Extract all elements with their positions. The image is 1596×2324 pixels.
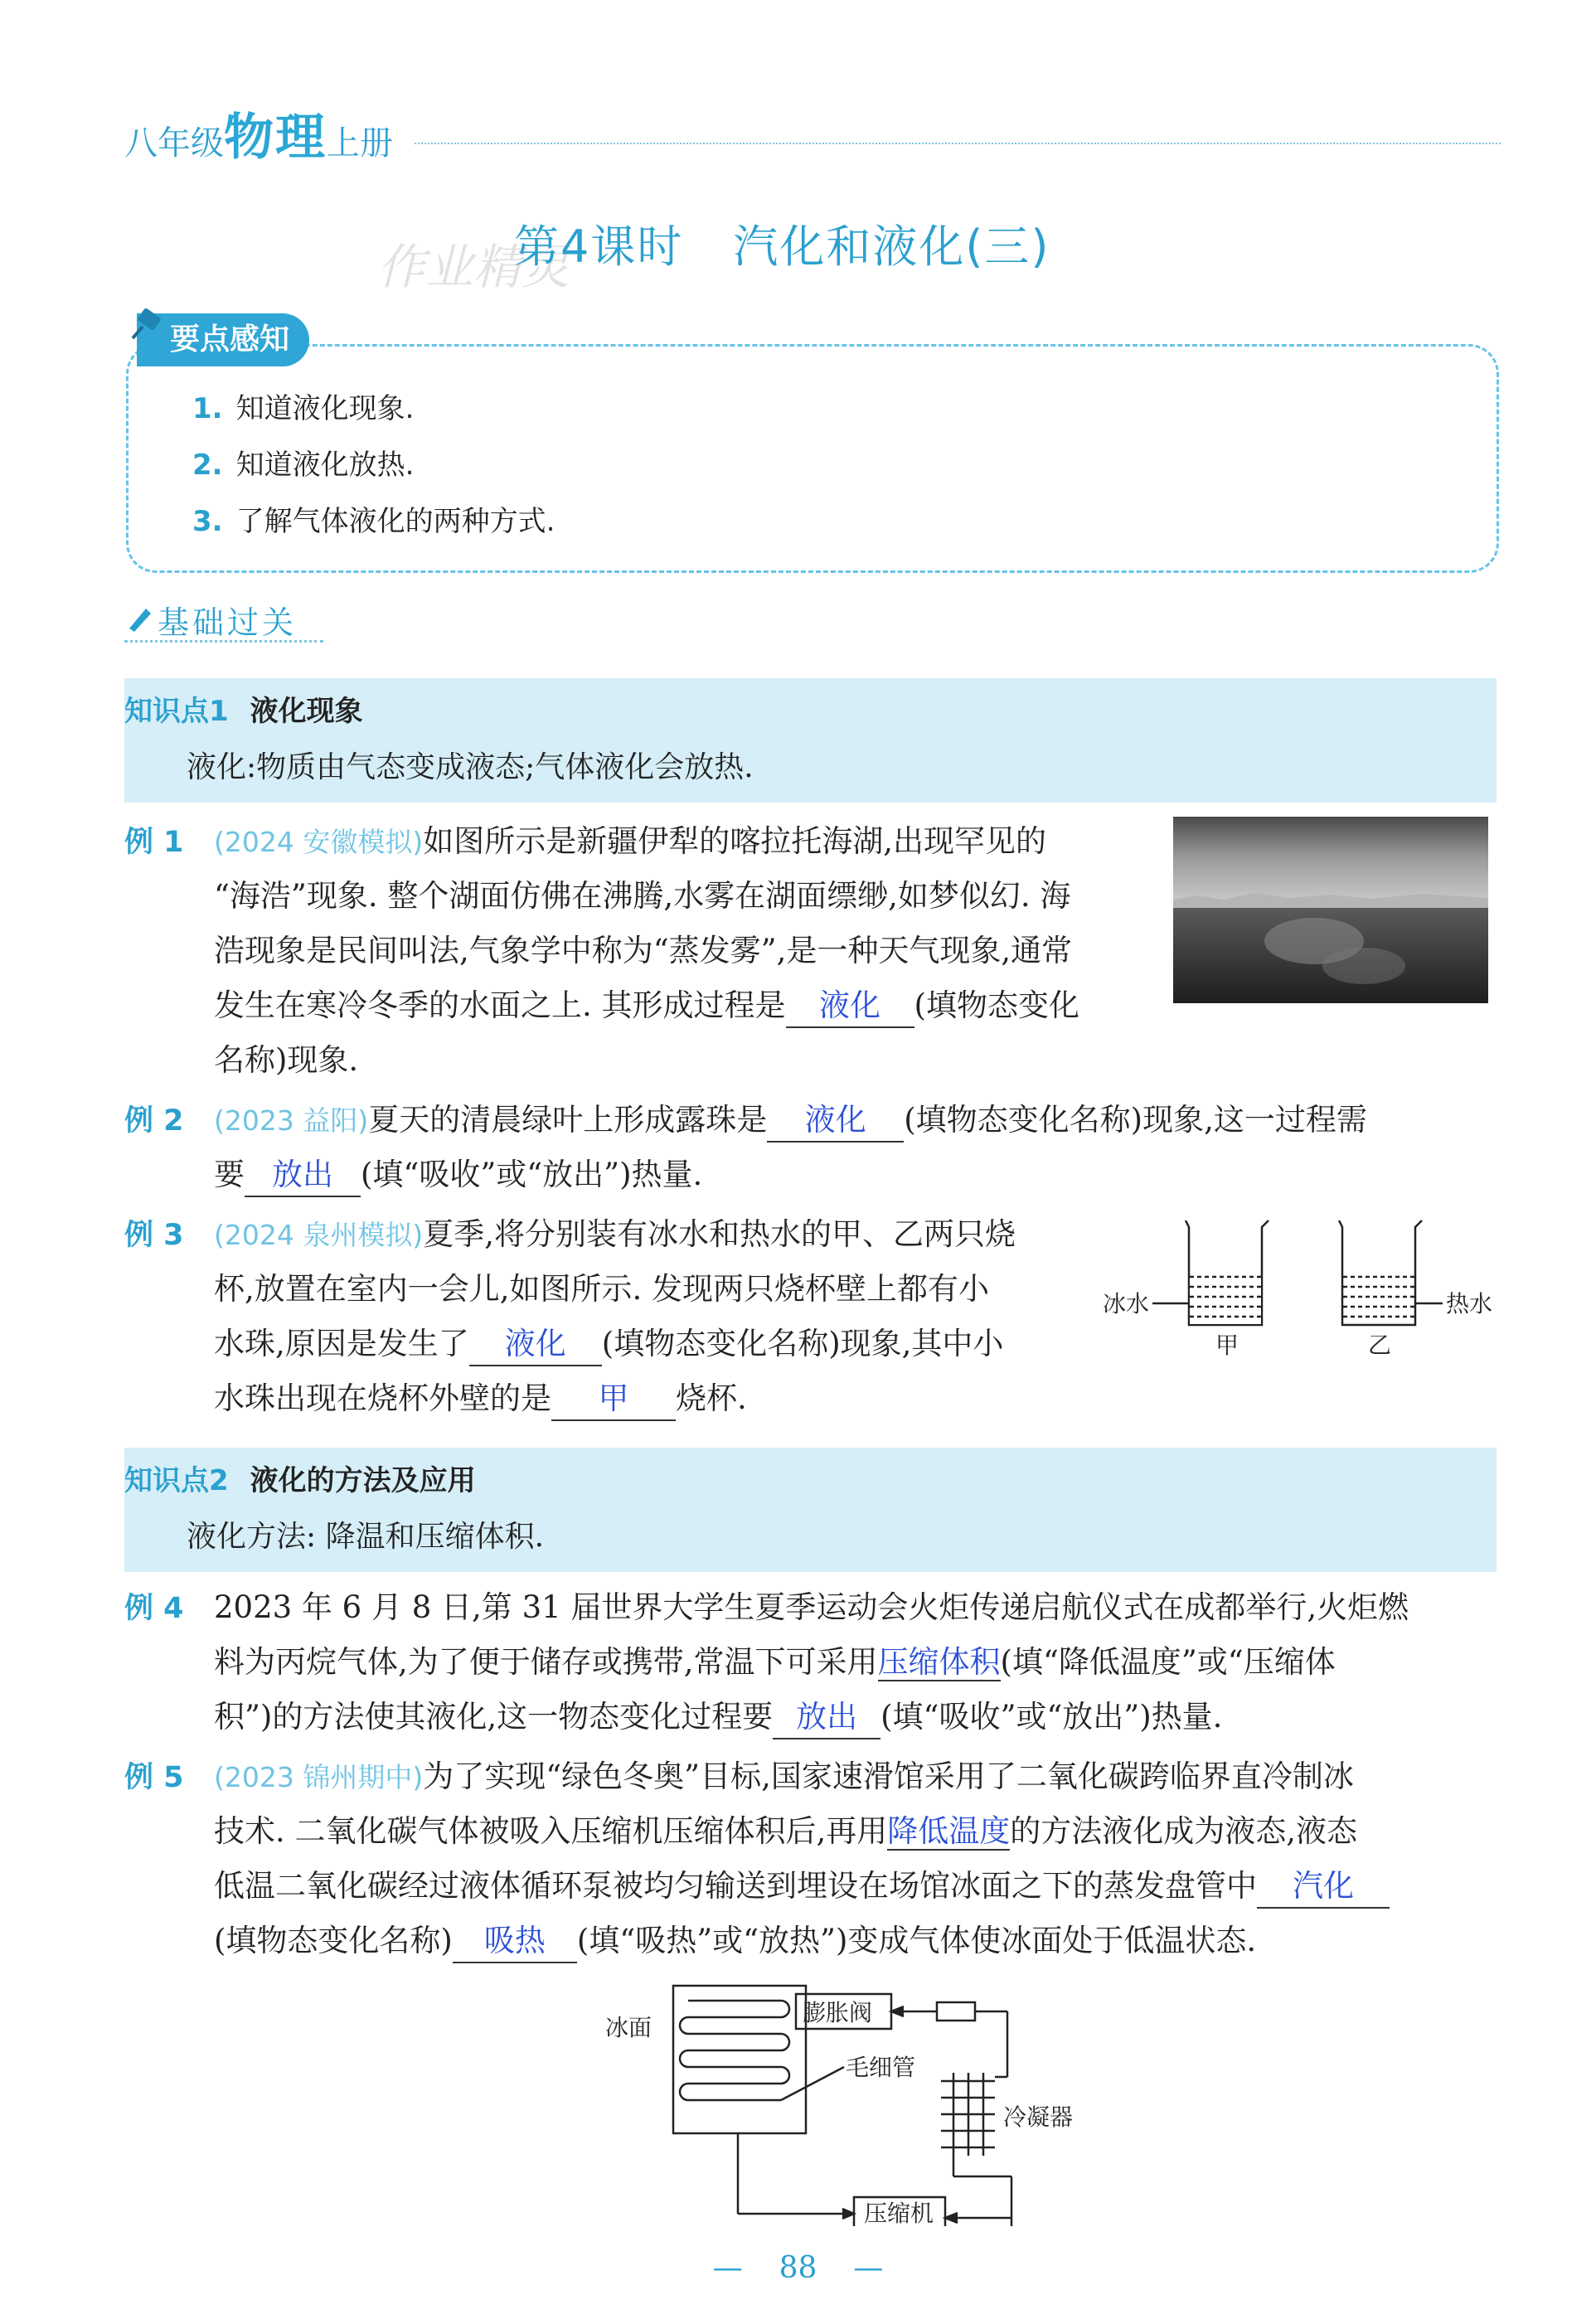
- capillary-label: 毛细管: [846, 2054, 916, 2081]
- knowledge-body-1: 液化:物质由气态变成液态;气体液化会放热.: [187, 750, 754, 784]
- example-4-line-3: 积”)的方法使其液化,这一物态变化过程要 放出 (填“吸收”或“放出”)热量.: [124, 1690, 1222, 1744]
- ice-surface-label: 冰面: [605, 2014, 652, 2041]
- answer-blank: 压缩体积: [877, 1644, 1001, 1680]
- hot-water-label: 热水: [1446, 1290, 1493, 1317]
- compressor-label: 压缩机: [864, 2200, 934, 2226]
- volume-label: 上册: [327, 124, 393, 163]
- capillary-coil: [680, 2001, 789, 2100]
- answer-blank: 吸热: [453, 1920, 577, 1963]
- knowledge-heading-2: 知识点2 液化的方法及应用: [124, 1464, 476, 1497]
- beakers-figure: [1103, 1211, 1501, 1360]
- example-1-line-5: 名称)现象.: [214, 1042, 359, 1078]
- example-5-line-1: 例 5 (2023 锦州期中)为了实现“绿色冬奥”目标,国家速滑馆采用了二氧化碳跨临界直冷制冰: [124, 1759, 1354, 1794]
- header-divider: [415, 143, 1501, 144]
- page-number: — 88 —: [712, 2251, 884, 2285]
- example-3-line-4: 水珠出现在烧杯外壁的是 甲 烧杯.: [124, 1371, 747, 1426]
- example-1-line-4: 发生在寒冷冬季的水面之上. 其形成过程是 液化 (填物态变化: [124, 978, 1079, 1033]
- filter: [937, 2002, 975, 2021]
- example-3-line-1: 例 3 (2024 泉州模拟)夏季,将分别装有冰水和热水的甲、乙两只烧: [124, 1216, 1016, 1252]
- grade-label: 八年级: [124, 124, 224, 163]
- lesson-topic: 汽化和液化(三): [733, 221, 1050, 273]
- example-4-line-1: 例 4 2023 年 6 月 8 日,第 31 届世界大学生夏季运动会火炬传递启航仪式在成都举行,火炬燃: [124, 1589, 1409, 1625]
- key-point-item: 3. 了解气体液化的两种方式.: [192, 505, 555, 538]
- example-4-line-2: 料为丙烷气体,为了便于储存或携带,常温下可采用压缩体积(填“降低温度”或“压缩体: [214, 1644, 1336, 1680]
- ice-surface-box: [673, 1986, 806, 2133]
- page-title: [514, 211, 1050, 275]
- beaker-yi: [1339, 1220, 1443, 1325]
- ice-water-label: 冰水: [1103, 1290, 1150, 1317]
- example-1-line-2: “海浩”现象. 整个湖面仿佛在沸腾,水雾在湖面缥缈,如梦似幻. 海: [214, 878, 1071, 914]
- answer-blank: 放出: [245, 1154, 361, 1197]
- example-5-line-2: 技术. 二氧化碳气体被吸入压缩机压缩体积后,再用降低温度的方法液化成为液态,液态: [214, 1813, 1358, 1849]
- example-1-line-3: 浩现象是民间叫法,气象学中称为“蒸发雾”,是一种天气现象,通常: [214, 933, 1073, 968]
- example-3-line-2: 杯,放置在室内一会儿,如图所示. 发现两只烧杯壁上都有小: [214, 1271, 990, 1307]
- knowledge-heading-1: 知识点1 液化现象: [124, 695, 363, 728]
- key-point-item: 1. 知道液化现象.: [192, 392, 415, 425]
- expansion-valve-label: 膨胀阀: [803, 1999, 873, 2026]
- lake-fog-photo: [1173, 817, 1488, 1003]
- ice-making-diagram: [605, 1977, 1103, 2226]
- example-5-line-4: (填物态变化名称) 吸热 (填“吸热”或“放热”)变成气体使冰面处于低温状态.: [124, 1914, 1256, 1968]
- beaker-jia-label: 甲: [1215, 1332, 1239, 1359]
- lesson-number: 第4课时: [514, 221, 684, 273]
- pencil-icon: [124, 604, 154, 633]
- example-3-line-3: 水珠,原因是发生了 液化 (填物态变化名称)现象,其中小: [124, 1317, 1003, 1371]
- section-divider: [124, 640, 323, 643]
- example-2-line-1: 例 2 (2023 益阳)夏天的清晨绿叶上形成露珠是 液化 (填物态变化名称)现象,这一过程需: [124, 1093, 1367, 1148]
- knowledge-body-2: 液化方法: 降温和压缩体积.: [187, 1520, 545, 1554]
- book-header: [124, 98, 393, 169]
- answer-blank: 放出: [773, 1696, 880, 1739]
- watermark: 作业精灵: [377, 239, 570, 295]
- beaker-jia: [1152, 1220, 1269, 1325]
- basic-section-title: 基础过关: [158, 604, 298, 641]
- answer-blank: 降低温度: [887, 1813, 1011, 1849]
- condenser-label: 冷凝器: [1003, 2103, 1074, 2131]
- example-1-line-1: 例 1 (2024 安徽模拟)如图所示是新疆伊犁的喀拉托海湖,出现罕见的: [124, 823, 1046, 859]
- answer-blank: 液化: [786, 985, 914, 1028]
- answer-blank: 甲: [551, 1378, 676, 1421]
- subject-label: 物理: [224, 109, 327, 167]
- answer-blank: 液化: [469, 1323, 602, 1366]
- example-5-line-3: 低温二氧化碳经过液体循环泵被均匀输送到埋设在场馆冰面之下的蒸发盘管中 汽化: [124, 1859, 1390, 1914]
- answer-blank: 汽化: [1257, 1866, 1390, 1909]
- pushpin-icon: [124, 305, 166, 347]
- condenser-coil: [941, 2073, 995, 2156]
- key-point-item: 2. 知道液化放热.: [192, 449, 415, 482]
- beaker-yi-label: 乙: [1368, 1332, 1392, 1359]
- key-points-tag: 要点感知: [137, 313, 309, 366]
- example-2-line-2: 要 放出 (填“吸收”或“放出”)热量.: [124, 1147, 702, 1202]
- answer-blank: 液化: [767, 1099, 904, 1143]
